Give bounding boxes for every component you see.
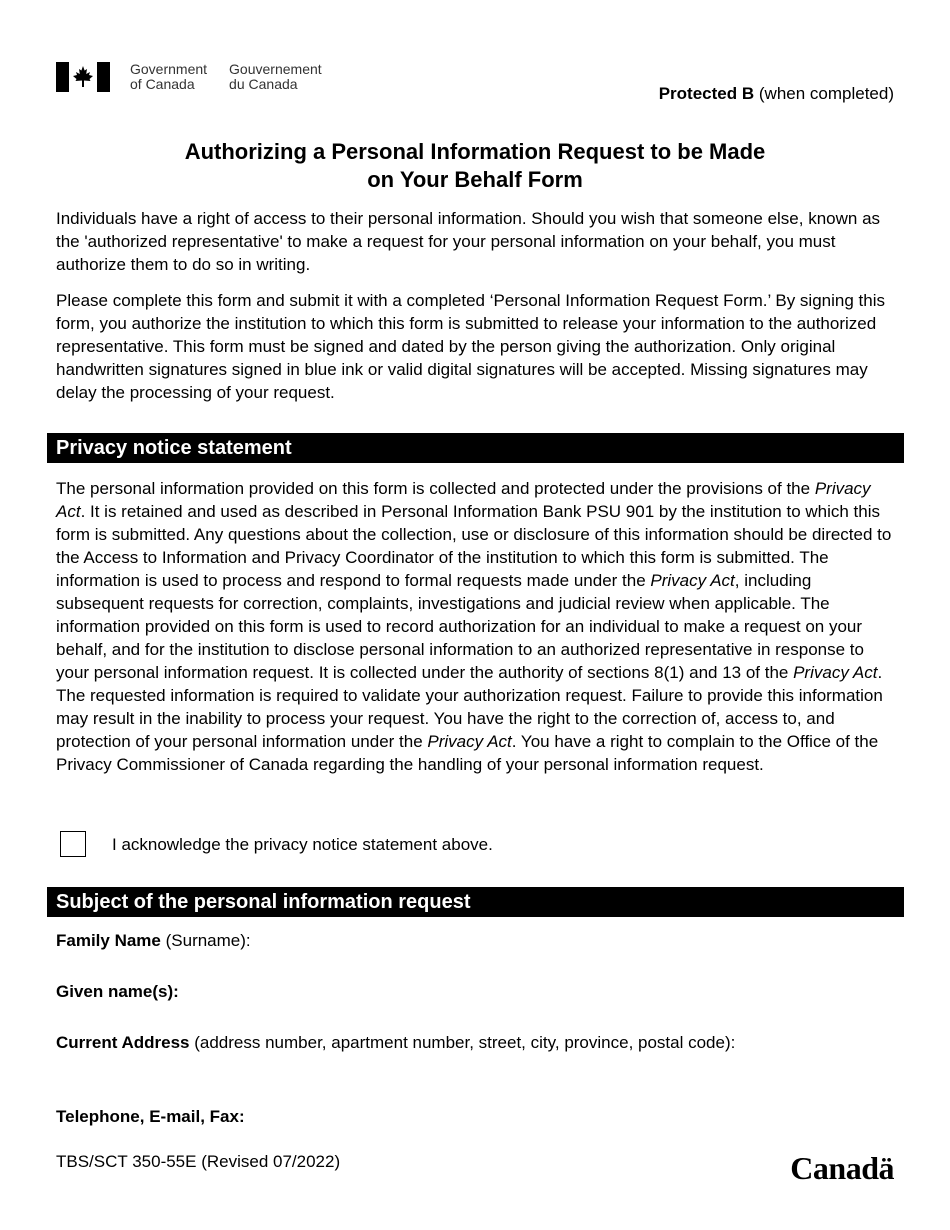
government-of-canada-signature [56, 62, 322, 92]
form-identifier: TBS/SCT 350-55E (Revised 07/2022) [56, 1152, 341, 1171]
canada-wordmark: Canadä [790, 1150, 894, 1186]
gov-name-english: Government of Canada [130, 61, 208, 92]
intro-paragraph-1: Individuals have a right of access to their personal information. Should you wish that someone else, known as the 'authorized representative' to make a request for your personal information on your behalf, you must authorize them to do so in writing. [56, 209, 881, 274]
contact-label: Telephone, E-mail, Fax: [56, 1107, 245, 1126]
current-address-label: Current Address (address number, apartment number, street, city, province, postal code): [56, 1033, 736, 1052]
privacy-notice-text: The personal information provided on this form is collected and protected under the provisions of the Privacy Act. It is retained and used as described in Personal Information Bank PSU 901 by the institution to which this form is submitted. Any questions about the collection, use or disclosure of this information should be directed to the Access to Information and Privacy Coordinator of the institution to which this form is submitted. The information is used to process and respond to formal requests made under the Privacy Act, including subsequent requests for correction, complaints, investigations and judicial review when applicable. The information provided on this form is used to record authorization for an individual to make a request on your behalf, and for the institution to disclose personal information to an authorized representative in response to your personal information request. It is collected under the authority of sections 8(1) and 13 of the Privacy Act. The requested information is required to validate your authorization request. Failure to provide this information may result in the inability to process your request. You have the right to the correction of, access to, and protection of your personal information under the Privacy Act. You have a right to complain to the Office of the Privacy Commissioner of Canada regarding the handling of your personal information request. [56, 479, 892, 774]
privacy-section-heading: Privacy notice statement [47, 433, 904, 463]
subject-section-heading: Subject of the personal information request [47, 887, 904, 917]
protected-b-label: Protected B (when completed) [658, 84, 894, 103]
intro-paragraph-2: Please complete this form and submit it with a completed ‘Personal Information Request Form.’ By signing this form, you authorize the institution to which this form is submitted to release your information to the authorized representative. This form must be signed and dated by the person giving the authorization. Only original handwritten signatures signed in blue ink or valid digital signatures will be accepted. Missing signatures may delay the processing of your request. [56, 291, 885, 402]
canada-flag-icon [56, 62, 110, 92]
acknowledge-checkbox[interactable] [60, 831, 86, 857]
given-name-label: Given name(s): [56, 982, 179, 1001]
gov-name-french: Gouvernement du Canada [229, 61, 322, 92]
family-name-label: Family Name (Surname): [56, 931, 251, 950]
acknowledge-label: I acknowledge the privacy notice statement above. [112, 835, 493, 854]
form-title: Authorizing a Personal Information Request to be Made on Your Behalf Form [184, 139, 766, 192]
